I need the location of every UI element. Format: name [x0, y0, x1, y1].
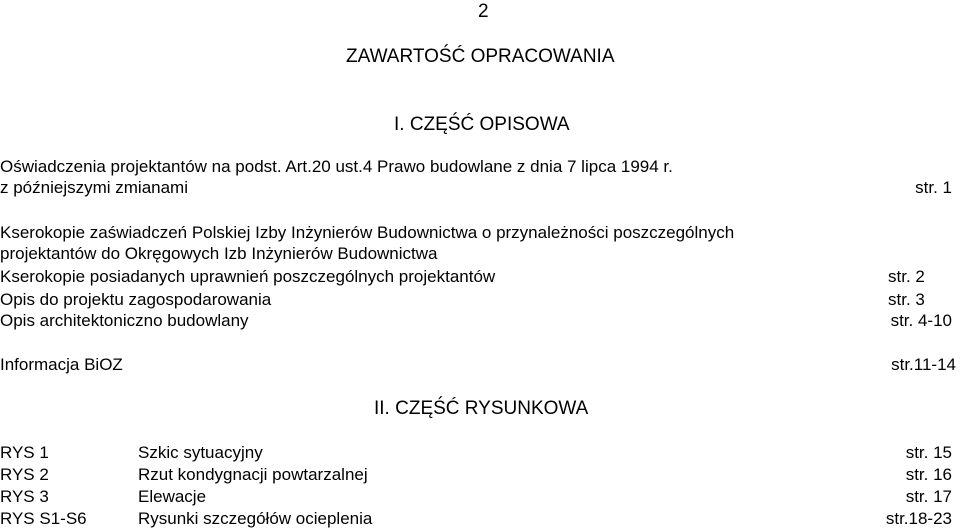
declaration-line2: z późniejszymi zmianami — [0, 178, 188, 197]
copies-line1: Kserokopie zaświadczeń Polskiej Izby Inżynierów Budownictwa o przynależności poszczególnych — [0, 223, 735, 242]
toc-item-label: Kserokopie posiadanych uprawnień poszczególnych projektantów — [0, 267, 496, 286]
toc-item-label: Opis do projektu zagospodarowania — [0, 290, 272, 309]
declaration-line1: Oświadczenia projektantów na podst. Art.20 ust.4 Prawo budowlane z dnia 7 lipca 1994 r. — [0, 157, 673, 176]
drawing-page: str.18-23 — [885, 509, 952, 528]
drawing-name: Elewacje — [138, 487, 207, 506]
page-number: 2 — [478, 1, 489, 22]
toc-item-page: str.11-14 — [891, 355, 956, 374]
drawing-code: RYS 1 — [0, 443, 49, 462]
declaration-page: str. 1 — [915, 178, 952, 197]
drawing-code: RYS 2 — [0, 465, 49, 484]
drawing-page: str. 15 — [905, 443, 952, 462]
toc-item-page: str. 3 — [888, 290, 925, 309]
part1-title: I. CZĘŚĆ OPISOWA — [394, 114, 570, 135]
drawing-code: RYS 3 — [0, 487, 49, 506]
toc-item-label: Informacja BiOZ — [0, 355, 123, 374]
toc-item-page: str. 2 — [888, 267, 925, 286]
drawing-code: RYS S1-S6 — [0, 509, 87, 528]
toc-item-page: str. 4-10 — [890, 311, 952, 330]
drawing-page: str. 17 — [905, 487, 952, 506]
copies-line2: projektantów do Okręgowych Izb Inżynierów Budownictwa — [0, 244, 438, 263]
drawing-name: Rzut kondygnacji powtarzalnej — [138, 465, 368, 484]
drawing-page: str. 16 — [905, 465, 952, 484]
drawing-name: Szkic sytuacyjny — [138, 443, 263, 462]
drawing-name: Rysunki szczegółów ocieplenia — [138, 509, 373, 528]
part2-title: II. CZĘŚĆ RYSUNKOWA — [374, 398, 589, 419]
document-title: ZAWARTOŚĆ OPRACOWANIA — [346, 46, 615, 67]
toc-item-label: Opis architektoniczno budowlany — [0, 311, 249, 330]
